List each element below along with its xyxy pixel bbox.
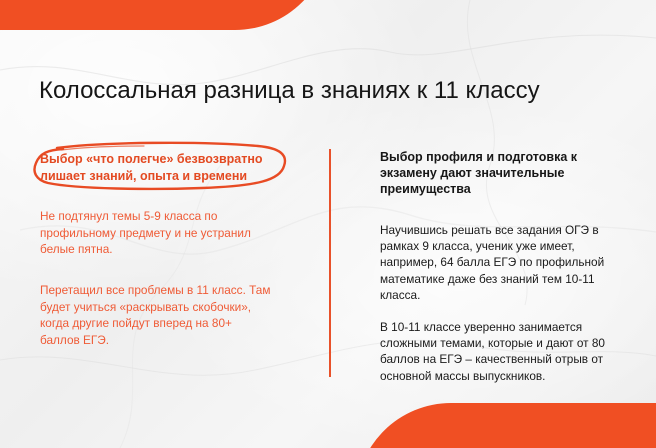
top-accent-shape — [0, 0, 330, 30]
left-highlight-text: Выбор «что полегче» безвозвратно лишает знаний, опыта и времени — [40, 152, 263, 183]
left-paragraph: Не подтянул темы 5-9 класса по профильному предмету и не устранил белые пятна. — [40, 209, 251, 256]
right-paragraph: В 10-11 классе уверенно занимается сложными темами, которые и дают от 80 баллов на ЕГЭ – качественный отрыв от основной массы выпускников. — [380, 320, 605, 383]
left-paragraph: Перетащил все проблемы в 11 класс. Там будет учиться «раскрывать скобочки», когда другие пойдут вперед на 80+ баллов ЕГЭ. — [40, 283, 271, 347]
right-heading: Выбор профиля и подготовка к экзамену дают значительные преимущества — [380, 150, 578, 196]
bottom-accent-shape — [356, 403, 656, 448]
column-divider — [329, 149, 331, 377]
right-paragraph: Научившись решать все задания ОГЭ в рамках 9 класса, ученик уже имеет, например, 64 балла ЕГЭ по профильной математике даже без знаний тем 10-11 класса. — [380, 223, 605, 302]
slide-title: Колоссальная разница в знаниях к 11 классу — [39, 77, 540, 104]
